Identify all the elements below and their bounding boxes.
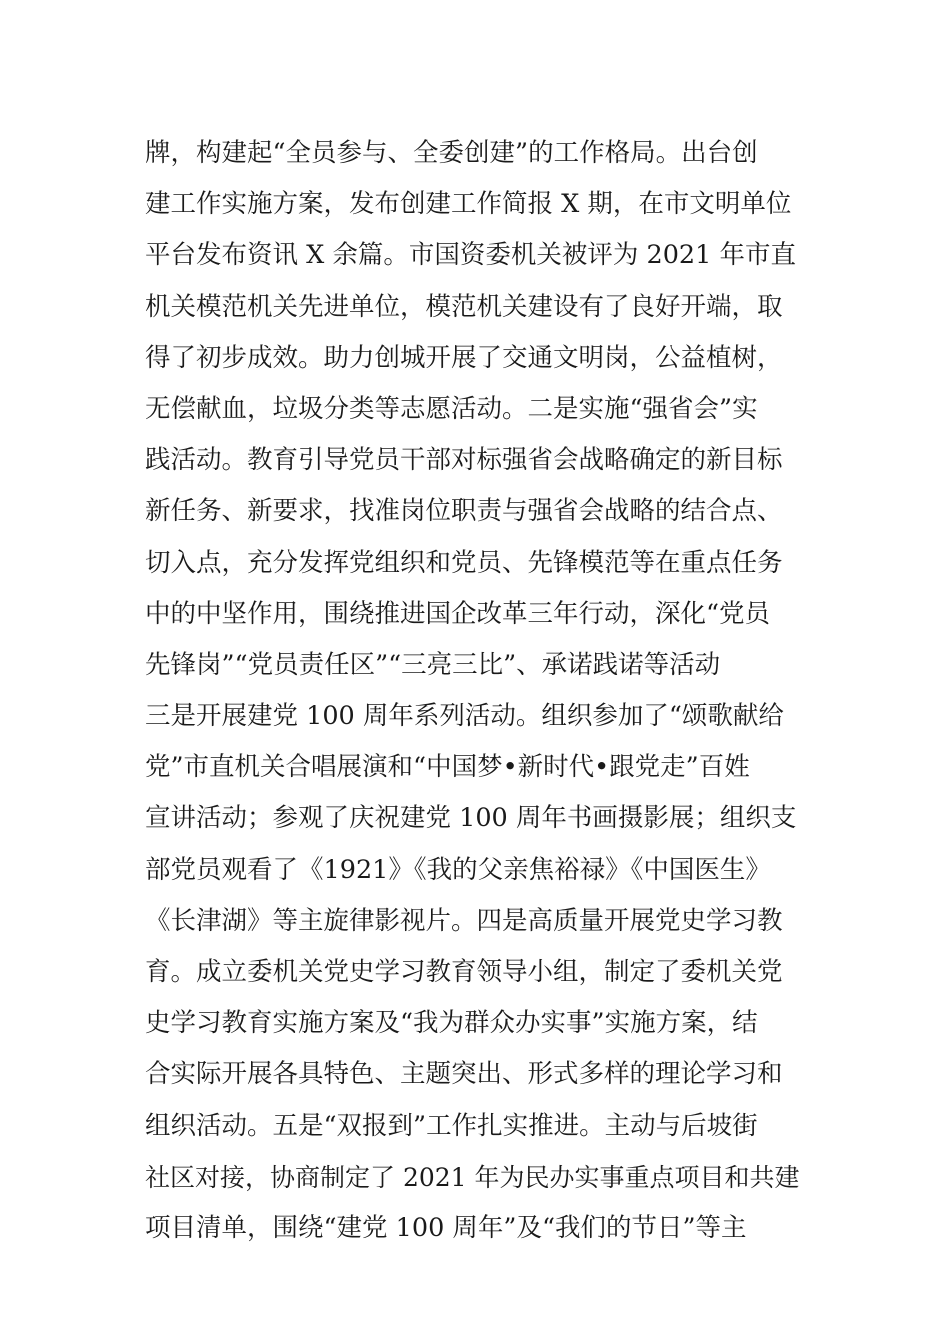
text-line: 组织活动。五是“双报到”工作扎实推进。主动与后坡街 — [145, 1110, 758, 1141]
text-line: 项目清单，围绕“建党 100 周年”及“我们的节日”等主 — [145, 1212, 747, 1243]
text-line: 建工作实施方案，发布创建工作简报 X 期，在市文明单位 — [145, 189, 792, 220]
text-line: 牌，构建起“全员参与、全委创建”的工作格局。出台创 — [145, 138, 758, 168]
text-line: 史学习教育实施方案及“我为群众办实事”实施方案，结 — [145, 1008, 758, 1039]
text-line: 得了初步成效。助力创城开展了交通文明岗，公益植树， — [145, 342, 783, 373]
text-line: 践活动。教育引导党员干部对标强省会战略确定的新目标 — [145, 445, 783, 476]
text-line: 社区对接，协商制定了 2021 年为民办实事重点项目和共建 — [145, 1162, 800, 1192]
text-line: 党”市直机关合唱展演和“中国梦•新时代•跟党走”百姓 — [145, 752, 750, 783]
text-line: 先锋岗”“党员责任区”“三亮三比”、承诺践诺等活动 — [145, 649, 721, 680]
text-line: 部党员观看了《1921》《我的父亲焦裕禄》《中国医生》 — [145, 854, 771, 885]
body-text — [145, 128, 810, 1254]
text-line: 育。成立委机关党史学习教育领导小组，制定了委机关党 — [145, 957, 783, 987]
text-line: 合实际开展各具特色、主题突出、形式多样的理论学习和 — [145, 1059, 783, 1090]
text-line: 中的中坚作用，围绕推进国企改革三年行动，深化“党员 — [145, 598, 771, 629]
text-line: 新任务、新要求，找准岗位职责与强省会战略的结合点、 — [145, 496, 783, 527]
text-line: 《长津湖》等主旋律影视片。四是高质量开展党史学习教 — [145, 905, 783, 936]
text-line: 机关模范机关先进单位，模范机关建设有了良好开端，取 — [145, 291, 783, 322]
text-line: 平台发布资讯 X 余篇。市国资委机关被评为 2021 年市直 — [145, 240, 796, 271]
text-line: 无偿献血，垃圾分类等志愿活动。二是实施“强省会”实 — [145, 393, 758, 424]
text-line: 三是开展建党 100 周年系列活动。组织参加了“颂歌献给 — [145, 701, 784, 732]
text-line: 切入点，充分发挥党组织和党员、先锋模范等在重点任务 — [145, 547, 783, 578]
text-line: 宣讲活动；参观了庆祝建党 100 周年书画摄影展；组织支 — [145, 803, 797, 834]
